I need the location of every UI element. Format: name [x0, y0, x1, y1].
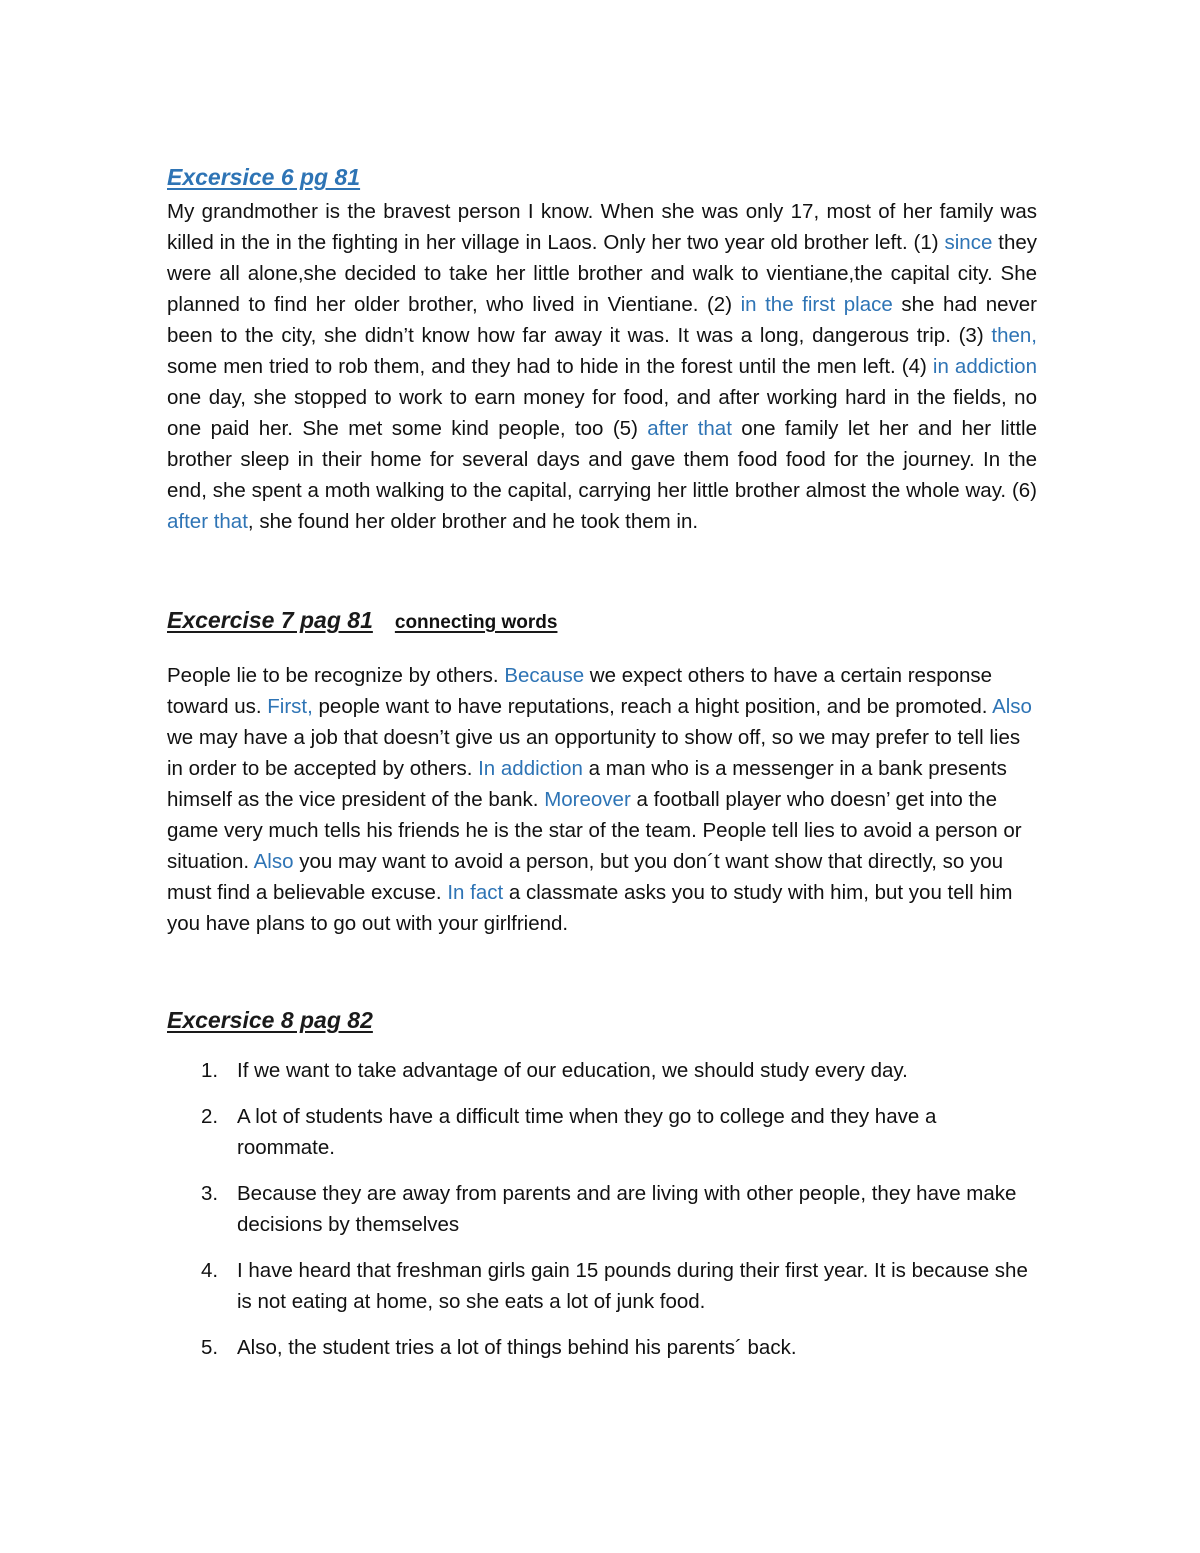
text-run: we expect others to have a certain response toward us. — [167, 664, 993, 718]
text-run: we may have a job that doesn’t give us an opportunity to show off, so we may prefer to tell lies in order to be accepted by others. — [167, 726, 1021, 780]
exercise-7-section — [167, 603, 1037, 939]
list-item — [167, 1101, 1037, 1163]
list-item-number: 2. — [201, 1105, 219, 1128]
connecting-word: after that — [647, 417, 732, 440]
exercise-7-paragraph — [167, 660, 1037, 939]
text-run: a classmate asks you to study with him, but you tell him you have plans to go out with your girlfriend. — [167, 881, 1013, 935]
text-run: , she found her older brother and he took them in. — [247, 510, 699, 533]
connecting-word: In fact — [447, 881, 504, 904]
exercise-7-title: Excercise 7 pag 81 — [167, 607, 373, 633]
text-run: People lie to be recognize by others. — [167, 664, 505, 687]
list-item-number: 3. — [201, 1182, 219, 1205]
text-run: they were all alone,she decided to take her little brother and walk to vientiane,the capital city. She planned to find her older brother, who lived in Vientiane. (2) — [167, 231, 1038, 316]
text-run: My grandmother is the bravest person I know. When she was only 17, most of her family was killed in the in the fighting in her village in Laos. Only her two year old brother left. (1) — [167, 200, 1037, 254]
text-run: a man who is a messenger in a bank presents himself as the vice president of the bank. — [167, 757, 1007, 811]
document-page — [167, 160, 1037, 1378]
list-item-text: Because they are away from parents and are living with other people, they have make decisions by themselves — [237, 1182, 1017, 1236]
connecting-word: Because — [504, 664, 585, 687]
connecting-word: Moreover — [544, 788, 631, 811]
connecting-word: in addiction — [932, 355, 1037, 378]
text-run: you may want to avoid a person, but you don´t want show that directly, so you must find a believable excuse. — [167, 850, 1004, 904]
list-item-text: If we want to take advantage of our education, we should study every day. — [237, 1059, 908, 1082]
exercise-8-section — [167, 1003, 1037, 1363]
text-run: one day, she stopped to work to earn money for food, and after working hard in the fields, no one paid her. She met some kind people, too (5) — [167, 386, 1037, 440]
text-run: she had never been to the city, she didn’t know how far away it was. It was a long, dangerous trip. (3) — [167, 293, 1037, 347]
exercise-8-heading: Excersice 8 pag 82 — [167, 1007, 373, 1033]
connecting-word: since — [944, 231, 993, 254]
list-item-text: A lot of students have a difficult time when they go to college and they have a roommate. — [237, 1105, 937, 1159]
list-item — [167, 1332, 1037, 1363]
list-item-number: 1. — [201, 1059, 219, 1082]
list-item-text: I have heard that freshman girls gain 15 pounds during their first year. It is because she is not eating at home, so she eats a lot of junk food. — [237, 1259, 1028, 1313]
connecting-word: Also — [253, 850, 294, 873]
list-item — [167, 1178, 1037, 1240]
connecting-word: in the first place — [740, 293, 893, 316]
connecting-word: First, — [267, 695, 313, 718]
connecting-word: In addiction — [478, 757, 583, 780]
exercise-6-paragraph — [167, 196, 1037, 537]
text-run: one family let her and her little brother sleep in their home for several days and gave them food food for the journey. In the end, she spent a moth walking to the capital, carrying her little brother almost the whole way. (6) — [167, 417, 1037, 502]
exercise-8-list — [167, 1055, 1037, 1363]
connecting-word: then, — [991, 324, 1037, 347]
text-run: some men tried to rob them, and they had to hide in the forest until the men left. (4) — [167, 355, 933, 378]
connecting-word: Also — [992, 695, 1032, 718]
list-item-text: Also, the student tries a lot of things behind his parents´ back. — [237, 1336, 797, 1359]
list-item — [167, 1255, 1037, 1317]
text-run: people want to have reputations, reach a hight position, and be promoted. — [312, 695, 993, 718]
exercise-6-section — [167, 160, 1037, 537]
exercise-7-subheading: connecting words — [394, 612, 558, 633]
list-item-number: 5. — [201, 1336, 219, 1359]
text-run: a football player who doesn’ get into the game very much tells his friends he is the star of the team. People tell lies to avoid a person or situation. — [167, 788, 1022, 873]
connecting-word: after that — [167, 510, 248, 533]
exercise-7-heading — [167, 603, 1037, 640]
list-item-number: 4. — [201, 1259, 219, 1282]
list-item — [167, 1055, 1037, 1086]
exercise-6-heading: Excersice 6 pg 81 — [167, 164, 361, 190]
